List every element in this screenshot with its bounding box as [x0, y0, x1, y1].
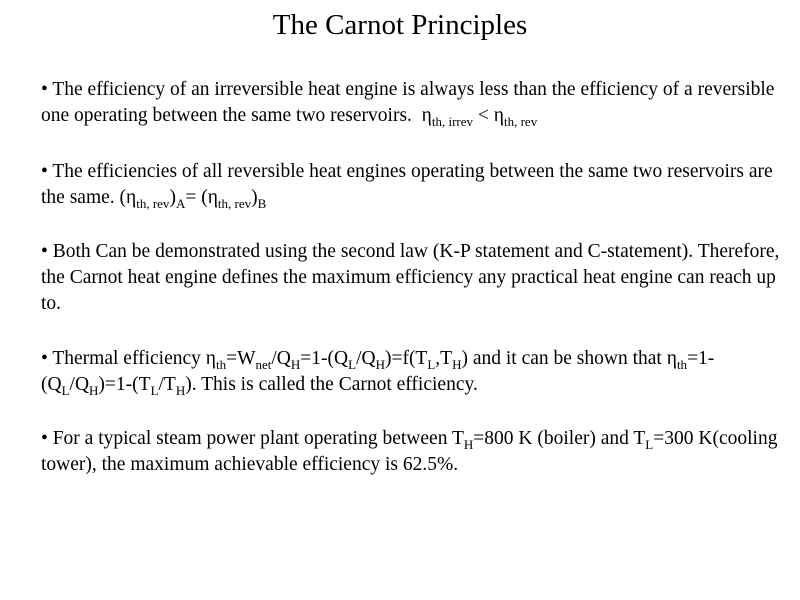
subscript: th	[676, 357, 688, 372]
bullet-text: For a typical steam power plant operating between T	[52, 428, 464, 449]
subscript: L	[348, 357, 357, 372]
formula-text: /T	[158, 374, 176, 395]
subscript: th	[215, 357, 227, 372]
eta-symbol: η	[493, 105, 504, 126]
bullet-marker: •	[41, 161, 48, 182]
bullet-irreversible-efficiency	[41, 77, 786, 129]
bullet-text: =800 K (boiler) and T	[473, 428, 646, 449]
subscript: th, irrev	[431, 114, 474, 129]
subscript: th, rev	[503, 114, 538, 129]
formula-text: ,T	[435, 348, 453, 369]
subscript: H	[290, 357, 301, 372]
eta-symbol: η	[666, 348, 677, 369]
bullet-second-law	[41, 239, 786, 317]
formula-text: = (	[185, 187, 208, 208]
subscript: net	[255, 357, 272, 372]
subscript: L	[150, 383, 159, 398]
formula-text: /Q	[271, 348, 291, 369]
formula-text: /Q	[356, 348, 376, 369]
subscript: L	[427, 357, 436, 372]
eta-symbol: η	[205, 348, 216, 369]
eta-symbol: η	[421, 105, 432, 126]
bullet-reversible-equal	[41, 159, 786, 211]
less-than-symbol: <	[477, 105, 489, 126]
formula-text: )	[251, 187, 258, 208]
subscript: L	[61, 383, 70, 398]
bullet-text: =300 K(cooling tower), the maximum achievable efficiency is 62.5%.	[41, 428, 778, 475]
subscript: th, rev	[136, 196, 170, 211]
subscript: B	[257, 196, 267, 211]
bullet-text: Both Can be demonstrated using the second law (K-P statement and C-statement). Therefore, the Carnot heat engine defines the maximum efficiency any practical heat engine can reach up to.	[41, 241, 780, 314]
subscript: H	[452, 357, 462, 372]
bullet-thermal-efficiency	[41, 346, 786, 398]
bullet-marker: •	[41, 428, 48, 449]
formula-text: )=f(T	[384, 348, 428, 369]
bullet-steam-plant-example	[41, 426, 786, 478]
formula-text: )	[169, 187, 176, 208]
formula-text: /Q	[69, 374, 90, 395]
formula-text: ) and it can be shown that	[461, 348, 662, 369]
bullet-marker: •	[41, 79, 48, 100]
formula-text: ). This is called the Carnot efficiency.	[185, 374, 478, 395]
subscript: th, rev	[217, 196, 252, 211]
subscript: H	[89, 383, 99, 398]
subscript: H	[175, 383, 186, 398]
bullet-text: Thermal efficiency	[52, 348, 201, 369]
eta-symbol: η	[207, 187, 218, 208]
subscript: L	[645, 437, 654, 452]
slide-title: The Carnot Principles	[272, 9, 528, 41]
subscript: H	[375, 357, 385, 372]
eta-symbol: η	[126, 187, 137, 208]
subscript: A	[175, 196, 186, 211]
subscript: H	[463, 437, 474, 452]
bullet-text: The efficiency of an irreversible heat engine is always less than the efficiency of a reversible one operating between the same two reservoirs.	[41, 79, 775, 126]
formula-text: )=1-(T	[98, 374, 151, 395]
formula-text: =W	[226, 348, 256, 369]
formula-text: =1-(Q	[41, 348, 715, 395]
formula-text: =1-(Q	[300, 348, 349, 369]
bullet-marker: •	[41, 241, 48, 262]
bullet-marker: •	[41, 348, 48, 369]
bullet-text: The efficiencies of all reversible heat engines operating between the same two reservoirs are the same. (	[41, 161, 773, 208]
